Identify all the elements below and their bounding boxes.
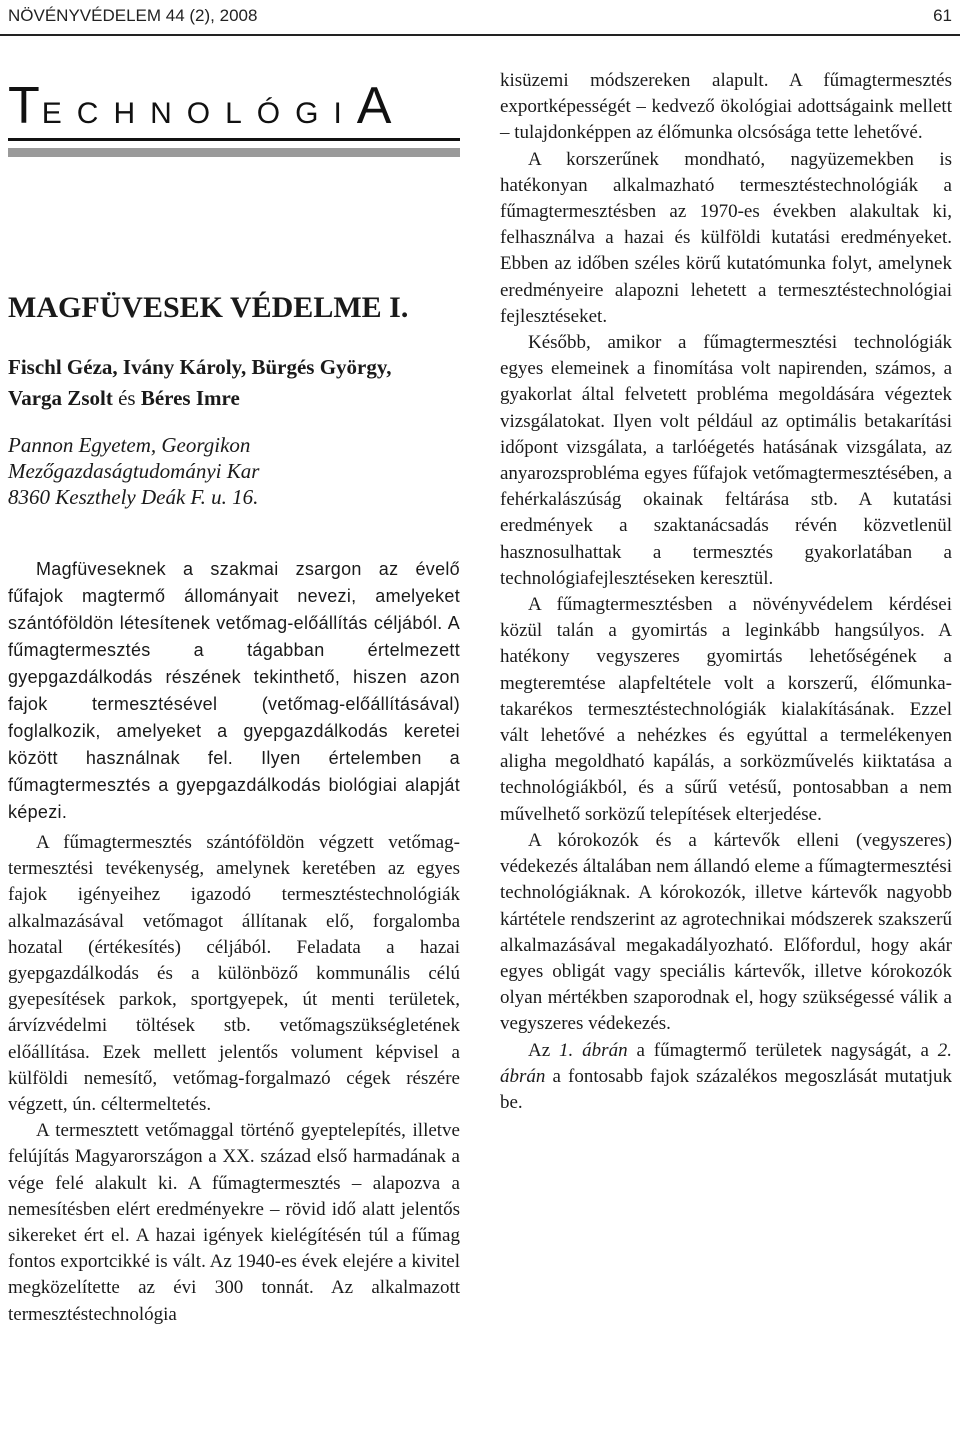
section-shadow-bar (8, 148, 460, 157)
affiliation (8, 432, 460, 510)
authors-line-1: Fischl Géza, Ivány Károly, Bürgés György, (8, 355, 392, 379)
abstract (8, 556, 460, 826)
abstract-sentence-2: A fűmagtermesztés a tágabban értelmezett gyepgazdálkodás részének tekinthető, hiszen azon fajok termesztésével (vetőmag-előállításával) foglalkozik, amelyeket a gyepgazdálkodás keretei között használnak fel. Ilyen értelemben a fűmagtermesztés a gyepgazdálkodás biológiai alapját képezi. (8, 613, 461, 822)
running-head (8, 6, 952, 30)
right-column (500, 70, 952, 1116)
affiliation-line-1: Pannon Egyetem, Georgikon (8, 433, 251, 457)
figure-2-reference: 2. ábrán (500, 1039, 953, 1087)
authors-conjunction: és (118, 386, 136, 410)
left-column (8, 70, 460, 1328)
header-rule (0, 34, 960, 36)
authors-line-2 (8, 383, 460, 414)
journal-citation: NÖVÉNYVÉDELEM 44 (2), 2008 (8, 6, 258, 25)
paragraph: A fűmagtermesztésben a növényvédelem kérdései közül talán a gyomirtás a leginkább hangsúlyos. A hatékony vegyszeres gyomirtás lehetőségének a megteremtése alapfeltétele volt a korszerű, élőmunka-takarékos termesztéstechnológiák kialakításának. Ezzel vált lehetővé a nehézkes és egyúttal a termelékenyen aligha megoldható kapálás, a sorközművelés kiiktatása a technológiákból, és a sűrű vetésű, pontosabban a nem művelhető sorközű telepítések elterjedése. (500, 594, 952, 825)
figure-1-reference: 1. ábrán (559, 1039, 628, 1061)
affiliation-line-2: Mezőgazdaságtudományi Kar (8, 459, 260, 483)
section-name (8, 70, 393, 136)
paragraph: A termesztett vetőmaggal történő gyeptelepítés, illetve felújítás Magyarországon a XX. század első harmadának a vége felé alakult ki. A fűmagtermesztés – alapozva a nemesítésben elért eredményekre – rövid idő alatt jelentős sikereket ért el. A hazai igények kielégítésén túl a fűmag fontos exportcikké is vált. Az 1940-es évek elejére a kivitel megközelítette az évi 300 tonnát. Az alkalmazott termesztéstechnológia (8, 1120, 460, 1325)
section-rule (8, 138, 460, 141)
section-first-letter: T (8, 77, 42, 135)
body-text-right (500, 68, 952, 1116)
body-text-left (8, 830, 460, 1328)
fig-ref-text-b: a fűmagtermő területek nagyságát, a (636, 1039, 929, 1061)
abstract-sentence-1: Magfüveseknek a szakmai zsargon az évelő fűfajok magtermő állományait nevezi, amelyeket szántóföldön létesítenek vetőmag-előállítás céljából. (8, 559, 460, 633)
paragraph: Később, amikor a fűmagtermesztési technológiák egyes elemeinek a finomítása volt napirenden, számos, a gyakorlat által felvetett probléma megoldására végeztek vizsgálatokat. Ilyen volt például az optimális betakarítási időpont vizsgálata, a tarlóégetés hatásának vizsgálata, az anyarozsprobléma egyes fűfajok vetőmagtermesztésében, a fehérkalászúság okainak feltárása stb. A kutatási eredmények a szaktanácsadás révén közvetlenül hasznosulhattak a termesztés gyakorlatában a technológiafejlesztéseken keresztül. (500, 332, 952, 589)
section-banner (8, 70, 460, 158)
paragraph: A korszerűnek mondható, nagyüzemekben is hatékonyan alkalmazható termesztéstechnológiák a fűmagtermesztésben az 1970-es években alakultak ki, felhasználva a hazai és külföldi kutatási eredményeket. Ebben az időben széles körű kutatómunka folyt, amelynek eredményeire alapozni lehetett a termesztéstechnológiai fejlesztéseket. (500, 148, 952, 327)
paragraph-figure-ref (500, 1038, 952, 1117)
paragraph: A fűmagtermesztés szántóföldön végzett vetőmag-termesztési tevékenység, amelynek keretében az egyes fajok igényeihez igazodó termesztéstechnológiák alkalmazásával vetőmagot állítanak elő, forgalomba hozatal (értékesítés) céljából. Feladata a hazai gyepgazdálkodás és a különböző kommunális célú gyepesítések parkok, sportgyepek, út menti területek, árvízvédelmi töltések stb. vetőmagszükségletének előállítása. Ezek mellett jelentős volument képvisel a külföldi nemesítő, vetőmag-forgalmazó cégek részére végzett, ún. céltermeltetés. (8, 832, 460, 1116)
paragraph: A kórokozók és a kártevők elleni (vegyszeres) védekezés általában nem állandó eleme a fűmagtermesztési technológiáknak. A kórokozók, illetve kártevők nagyobb kártétele rendszerint az agrotechnikai módszerek szakszerű alkalmazásával megakadályozható. Előfordul, hogy akár egyes obligát vagy speciális kártevők, illetve kórokozók olyan mértékben szaporodnak el, hogy szükségessé válik a vegyszeres védekezés. (500, 829, 952, 1035)
section-last-letter: A (356, 77, 394, 135)
author-beres: Béres Imre (140, 386, 240, 410)
article-title: MAGFÜVESEK VÉDELME I. (8, 291, 409, 324)
paragraph-continued: kisüzemi módszereken alapult. A fűmagtermesztés exportképességét – kedvező ökológiai adottságaink mellett – tulajdonképpen az élőmunka olcsósága tette lehetővé. (500, 70, 952, 144)
affiliation-line-3: 8360 Keszthely Deák F. u. 16. (8, 485, 259, 509)
abstract-text (8, 556, 460, 826)
page-number: 61 (933, 6, 952, 25)
section-middle: ECHNOLÓGI (41, 97, 357, 130)
author-list (8, 352, 460, 414)
author-varga: Varga Zsolt (8, 386, 113, 410)
fig-ref-text-a: Az (528, 1039, 551, 1061)
fig-ref-text-c: a fontosabb fajok százalékos megoszlását mutatjuk be. (500, 1065, 952, 1113)
